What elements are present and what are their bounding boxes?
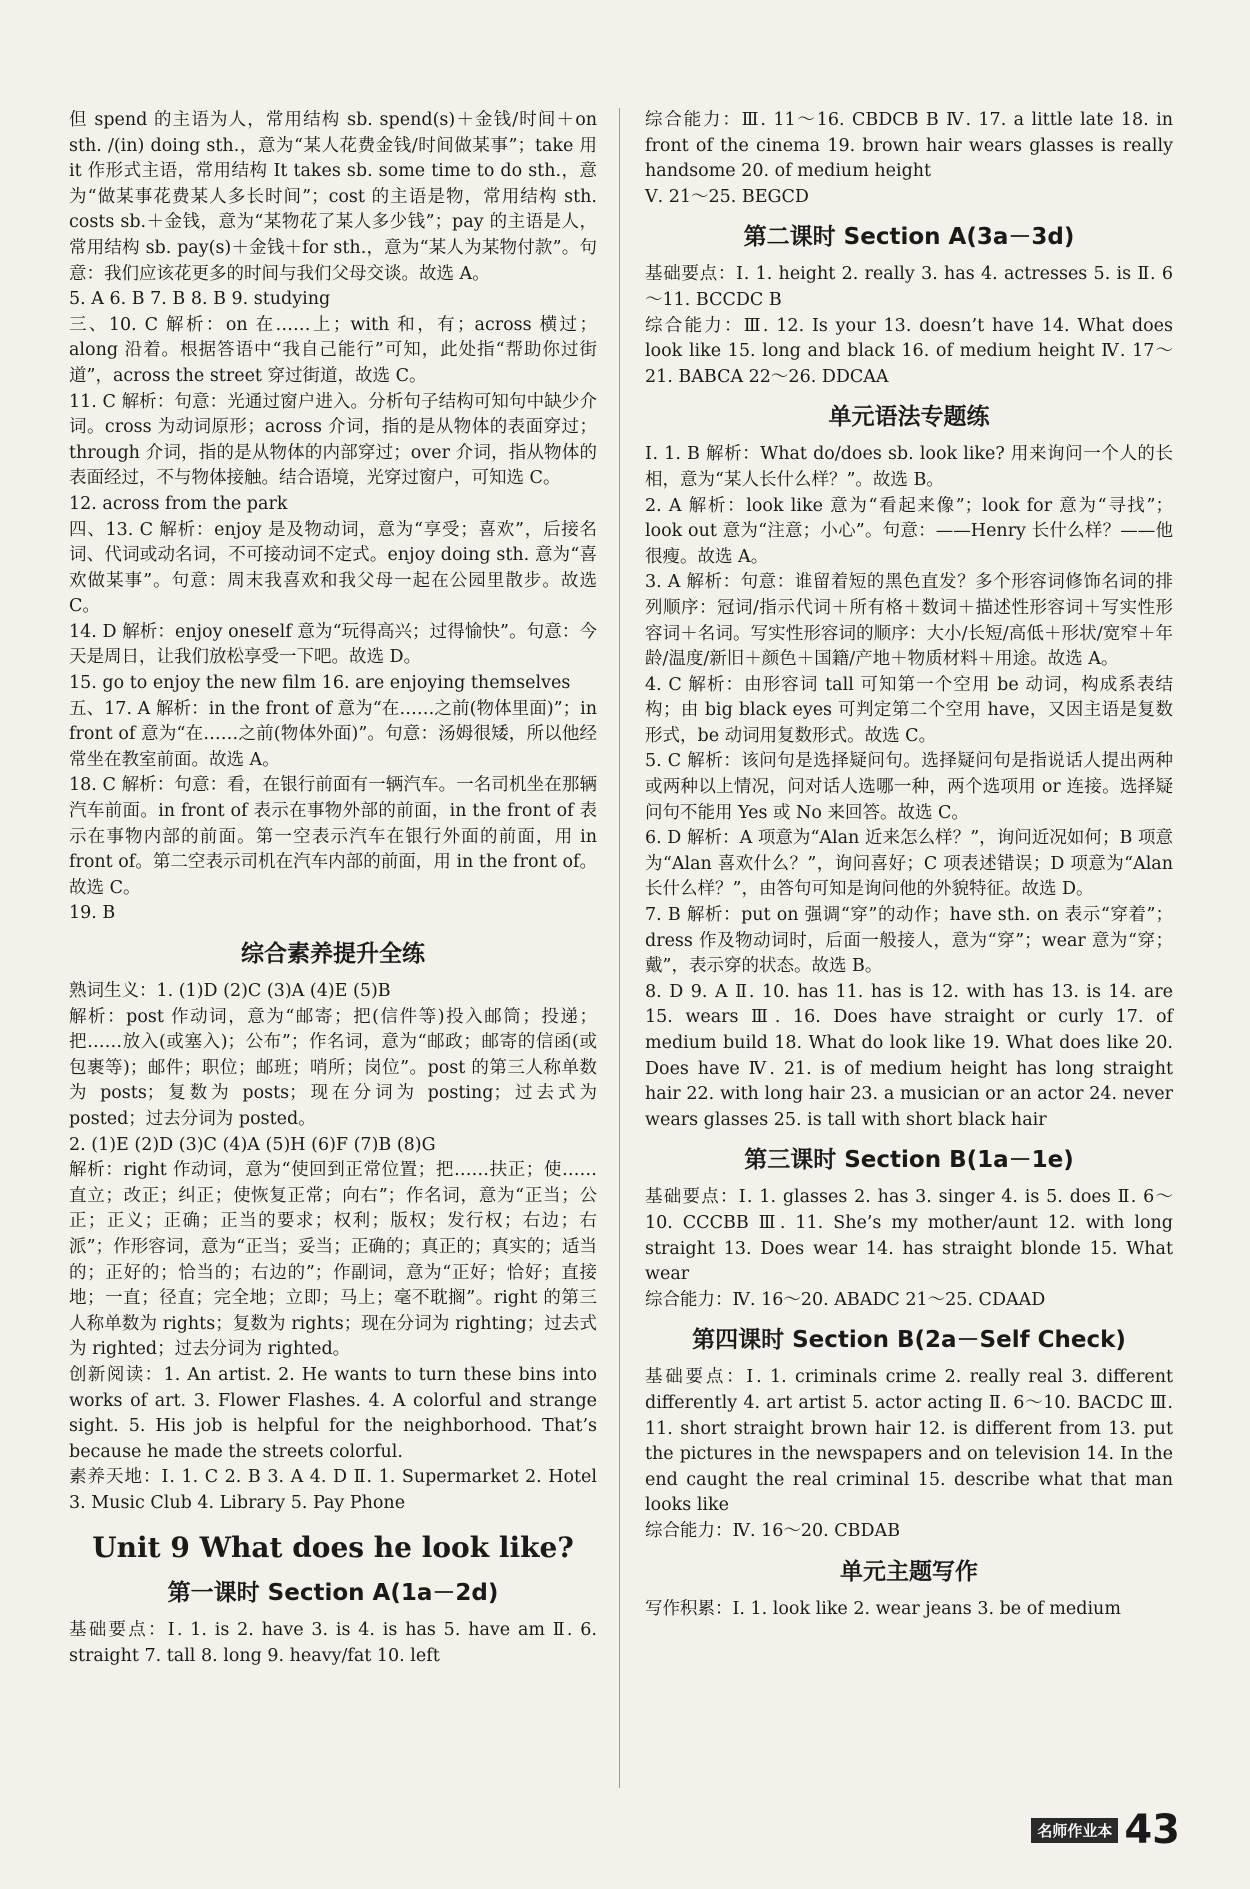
answer-paragraph: 四、13. C 解析：enjoy 是及物动词，意为“享受；喜欢”，后接名词、代词或动名词，不可接动词不定式。enjoy doing sth. 意为“喜欢做某事”。句意：周末我喜欢和我父母一起在公园里散步。故选 C。 [69,519,597,617]
section-heading: 综合素养提升全练 [241,941,425,967]
column-divider [619,108,620,1788]
answer-paragraph: 7. B 解析：put on 强调“穿”的动作；have sth. on 表示“穿着”；dress 作及物动词时，后面一般接人，意为“穿”；wear 意为“穿；戴”，表示穿的状态。故选 B。 [645,905,1173,977]
answer-paragraph: 19. B [69,903,116,924]
section-heading: 第一课时 Section A(1a－2d) [167,1580,499,1607]
answer-paragraph: 6. D 解析：A 项意为“Alan 近来怎么样？”，询问近况如何；B 项意为“Alan 喜欢什么？”，询问喜好；C 项表述错误；D 项意为“Alan 长什么样？”，由答句可知是询问他的外貌特征。故选 D。 [645,828,1173,900]
answer-paragraph: 基础要点：Ⅰ. 1. is 2. have 3. is 4. is has 5. have am Ⅱ. 6. straight 7. tall 8. long 9. heavy/fat 10. left [69,1620,597,1667]
answer-paragraph: 素养天地：Ⅰ. 1. C 2. B 3. A 4. D Ⅱ. 1. Supermarket 2. Hotel 3. Music Club 4. Library 5. Pay Phone [69,1467,597,1513]
section-heading: 单元主题写作 [840,1558,978,1585]
section-heading: 第二课时 Section A(3a－3d) [743,224,1075,251]
answer-paragraph: 综合能力：Ⅲ. 11～16. CBDCB B Ⅳ. 17. a little late 18. in front of the cinema 19. brown hair wears glasses is really handsome 20. of medium height [645,110,1173,182]
answer-paragraph: 综合能力：Ⅲ. 12. Is your 13. doesn’t have 14. What does look like 15. long and black 16. of medium height Ⅳ. 17～21. BABCA 22～26. DDCAA [645,315,1173,387]
right-column [645,108,1173,1622]
answer-paragraph: 基础要点：Ⅰ. 1. glasses 2. has 3. singer 4. is 5. does Ⅱ. 6～10. CCCBB Ⅲ. 11. She’s my mother/aunt 12. with long straight 13. Does wear 14. has straight blonde 15. What wear [645,1187,1173,1285]
answer-paragraph: 三、10. C 解析：on 在……上；with 和，有；across 横过；along 沿着。根据答语中“我自己能行”可知，此处指“帮助你过街道”，across the street 穿过街道，故选 C。 [69,314,597,386]
answer-paragraph: 解析：right 作动词，意为“使回到正常位置；把……扶正；使……直立；改正；纠正；使恢复正常；向右”；作名词，意为“正当；公正；正义；正确；正当的要求；权利；版权；发行权；右边；右派”；作形容词，意为“正当；妥当；正确的；真正的；真实的；适当的；正好的；恰当的；右边的”；作副词，意为“正好；恰好；直接地；一直；径直；完全地；立即；马上；毫不耽搁”。right 的第三人称单数为 rights；复数为 rights；现在分词为 righting；过去式为 righted；过去分词为 righted。 [69,1160,597,1360]
answer-paragraph: 五、17. A 解析：in the front of 意为“在……之前(物体里面)”；in front of 意为“在……之前(物体外面)”。句意：汤姆很矮，所以他经常坐在教室前面。故选 A。 [69,698,597,770]
answer-paragraph: Ⅴ. 21～25. BEGCD [645,186,809,207]
section-heading: 单元语法专题练 [828,404,990,431]
answer-paragraph: 3. A 解析：句意：谁留着短的黑色直发？多个形容词修饰名词的排列顺序：冠词/指示代词＋所有格＋数词＋描述性形容词＋写实性形容词＋名词。写实性形容词的顺序：大小/长短/高低＋形状/宽窄＋年龄/温度/新旧＋颜色＋国籍/产地＋物质材料＋用途。故选 A。 [645,572,1173,670]
answer-paragraph: 解析：post 作动词，意为“邮寄；把(信件等)投入邮筒；投递；把……放入(或塞入)；公布”；作名词，意为“邮政；邮寄的信函(或包裹等)；邮件；职位；邮班；哨所；岗位”。post 的第三人称单数为 posts；复数为 posts；现在分词为 posting；过去式为 posted；过去分词为 posted。 [69,1006,597,1129]
answer-paragraph: 8. D 9. A Ⅱ. 10. has 11. has is 12. with has 13. is 14. are 15. wears Ⅲ. 16. Does have straight or curly 17. of medium build 18. What do look like 19. What does like 20. Does have Ⅳ. 21. is of medium height has long straight hair 22. with long hair 23. a musician or an actor 24. never wears glasses 25. is tall with short black hair [645,981,1173,1130]
answer-paragraph: 15. go to enjoy the new film 16. are enjoying themselves [69,673,571,694]
left-column [69,108,597,1670]
answer-paragraph: 熟词生义：1. (1)D (2)C (3)A (4)E (5)B [69,981,391,1001]
answer-paragraph: 14. D 解析：enjoy oneself 意为“玩得高兴；过得愉快”。句意：今天是周日，让我们放松享受一下吧。故选 D。 [69,621,597,668]
brand-label: 名师作业本 [1031,1818,1118,1843]
answer-paragraph: 综合能力：Ⅳ. 16～20. CBDAB [645,1520,901,1541]
page-footer [1031,1807,1180,1853]
unit-title: Unit 9 What does he look like? [92,1531,574,1565]
answer-paragraph: 2. A 解析：look like 意为“看起来像”；look for 意为“寻找”；look out 意为“注意；小心”。句意：——Henry 长什么样？——他很瘦。故选 A。 [645,495,1173,567]
answer-paragraph: 18. C 解析：句意：看，在银行前面有一辆汽车。一名司机坐在那辆汽车前面。in front of 表示在事物外部的前面，in the front of 表示在事物内部的前面。第一空表示汽车在银行外面的前面，用 in front of。第二空表示司机在汽车内部的前面，用 in the front of。故选 C。 [69,775,597,898]
answer-paragraph: 基础要点：Ⅰ. 1. criminals crime 2. really real 3. different differently 4. art artist 5. actor acting Ⅱ. 6～10. BACDC Ⅲ. 11. short straight brown hair 12. is different from 13. put the pictures in the newspapers and on television 14. In the end caught the real criminal 15. describe what that man looks like [645,1367,1173,1516]
answer-paragraph: Ⅰ. 1. B 解析：What do/does sb. look like? 用来询问一个人的长相，意为“某人长什么样？”。故选 B。 [645,444,1173,490]
answer-paragraph: 综合能力：Ⅳ. 16～20. ABADC 21～25. CDAAD [645,1289,1046,1310]
answer-paragraph: 但 spend 的主语为人，常用结构 sb. spend(s)＋金钱/时间＋on sth. /(in) doing sth.，意为“某人花费金钱/时间做某事”；take 用 it 作形式主语，常用结构 It takes sb. some time to do sth.，意为“做某事花费某人多长时间”；cost 的主语是物，常用结构 sth. costs sb.＋金钱，意为“某物花了某人多少钱”；pay 的主语是人，常用结构 sb. pay(s)＋金钱＋for sth.，意为“某人为某物付款”。句意：我们应该花更多的时间与我们父母交谈。故选 A。 [69,110,597,284]
answer-paragraph: 5. C 解析：该问句是选择疑问句。选择疑问句是指说话人提出两种或两种以上情况，问对话人选哪一种，两个选项用 or 连接。选择疑问句不能用 Yes 或 No 来回答。故选 C。 [645,751,1173,823]
answer-paragraph: 11. C 解析：句意：光通过窗户进入。分析句子结构可知句中缺少介词。cross 为动词原形；across 介词，指的是从物体的表面穿过；through 介词，指的是从物体的内部穿过；over 介词，指从物体的表面经过，不与物体接触。结合语境，光穿过窗户，可知选 C。 [69,391,597,489]
section-heading: 第四课时 Section B(2a－Self Check) [692,1327,1126,1354]
answer-paragraph: 2. (1)E (2)D (3)C (4)A (5)H (6)F (7)B (8)G [69,1134,436,1155]
answer-paragraph: 基础要点：Ⅰ. 1. height 2. really 3. has 4. actresses 5. is Ⅱ. 6～11. BCCDC B [645,264,1173,310]
answer-paragraph: 12. across from the park [69,493,288,514]
answer-paragraph: 4. C 解析：由形容词 tall 可知第一个空用 be 动词，构成系表结构；由 big black eyes 可判定第二个空用 have，又因主语是复数形式，be 动词用复数形式。故选 C。 [645,674,1173,746]
page-number: 43 [1124,1807,1180,1853]
answer-paragraph: 写作积累：Ⅰ. 1. look like 2. wear jeans 3. be of medium [645,1598,1121,1619]
answer-paragraph: 创新阅读：1. An artist. 2. He wants to turn these bins into works of art. 3. Flower Flashes. 4. A colorful and strange sight. 5. His job is helpful for the neighborhood. That’s because he made the streets colorful. [69,1364,597,1462]
answer-paragraph: 5. A 6. B 7. B 8. B 9. studying [69,289,331,310]
section-heading: 第三课时 Section B(1a－1e) [744,1147,1074,1174]
